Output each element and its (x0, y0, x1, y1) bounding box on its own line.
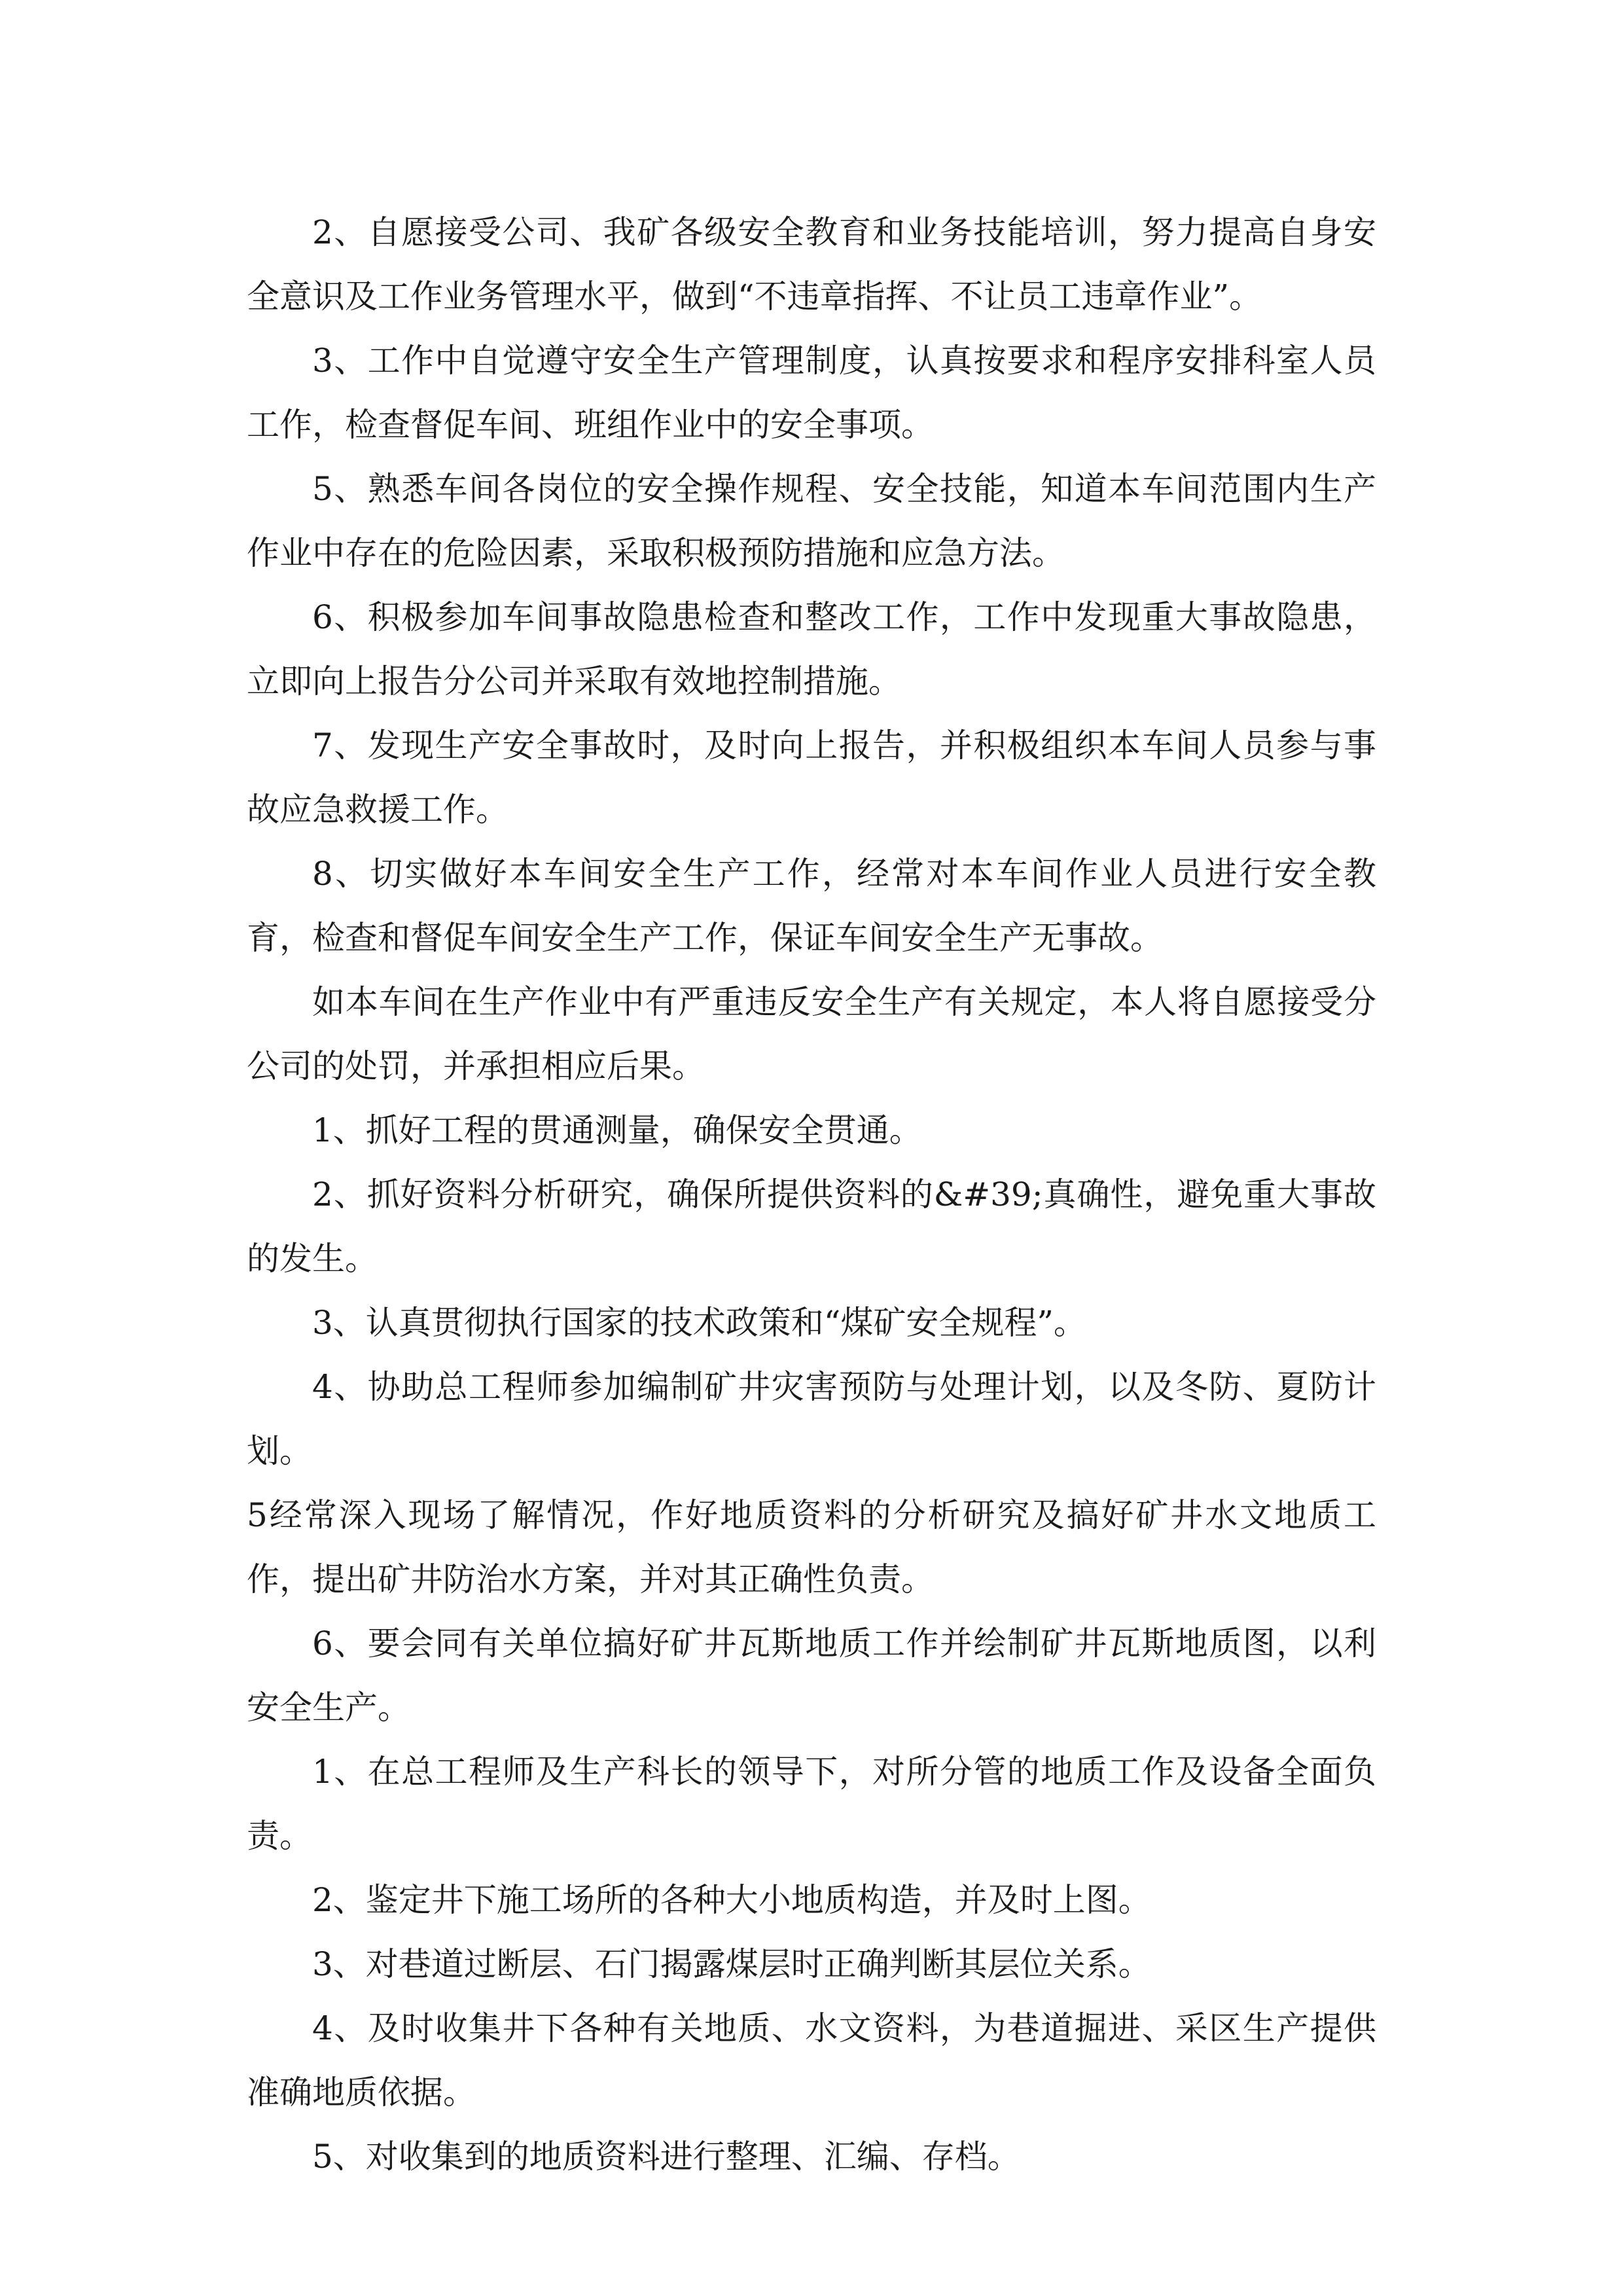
document-body (247, 200, 1376, 2189)
paragraph-10: 3、认真贯彻执行国家的技术政策和“煤矿安全规程”。 (312, 1304, 1086, 1342)
paragraph-3: 5、熟悉车间各岗位的安全操作规程、安全技能，知道本车间范围内生产作业中存在的危险因素，采取积极预防措施和应急方法。 (247, 470, 1376, 572)
paragraph-9: 2、抓好资料分析研究，确保所提供资料的&#39;真确性，避免重大事故的发生。 (247, 1175, 1376, 1278)
paragraph-4: 6、积极参加车间事故隐患检查和整改工作，工作中发现重大事故隐患，立即向上报告分公司并采取有效地控制措施。 (247, 598, 1376, 700)
paragraph-18: 5、对收集到的地质资料进行整理、汇编、存档。 (312, 2138, 1020, 2176)
paragraph-17: 4、及时收集井下各种有关地质、水文资料，为巷道掘进、采区生产提供准确地质依据。 (247, 2009, 1376, 2111)
paragraph-5: 7、发现生产安全事故时，及时向上报告，并积极组织本车间人员参与事故应急救援工作。 (247, 726, 1376, 829)
paragraph-1: 2、自愿接受公司、我矿各级安全教育和业务技能培训，努力提高自身安全意识及工作业务管理水平，做到“不违章指挥、不让员工违章作业”。 (247, 213, 1376, 315)
paragraph-12: 5经常深入现场了解情况，作好地质资料的分析研究及搞好矿井水文地质工作，提出矿井防治水方案，并对其正确性负责。 (247, 1496, 1376, 1598)
paragraph-2: 3、工作中自觉遵守安全生产管理制度，认真按要求和程序安排科室人员工作，检查督促车间、班组作业中的安全事项。 (247, 342, 1376, 444)
paragraph-15: 2、鉴定井下施工场所的各种大小地质构造，并及时上图。 (312, 1881, 1151, 1919)
paragraph-6: 8、切实做好本车间安全生产工作，经常对本车间作业人员进行安全教育，检查和督促车间安全生产工作，保证车间安全生产无事故。 (247, 855, 1376, 957)
paragraph-8: 1、抓好工程的贯通测量，确保安全贯通。 (312, 1111, 922, 1149)
paragraph-16: 3、对巷道过断层、石门揭露煤层时正确判断其层位关系。 (312, 1945, 1151, 1983)
paragraph-13: 6、要会同有关单位搞好矿井瓦斯地质工作并绘制矿井瓦斯地质图，以利安全生产。 (247, 1624, 1376, 1727)
paragraph-11: 4、协助总工程师参加编制矿井灾害预防与处理计划，以及冬防、夏防计划。 (247, 1368, 1376, 1470)
paragraph-7: 如本车间在生产作业中有严重违反安全生产有关规定，本人将自愿接受分公司的处罚，并承担相应后果。 (247, 983, 1376, 1085)
paragraph-14: 1、在总工程师及生产科长的领导下，对所分管的地质工作及设备全面负责。 (247, 1753, 1376, 1855)
